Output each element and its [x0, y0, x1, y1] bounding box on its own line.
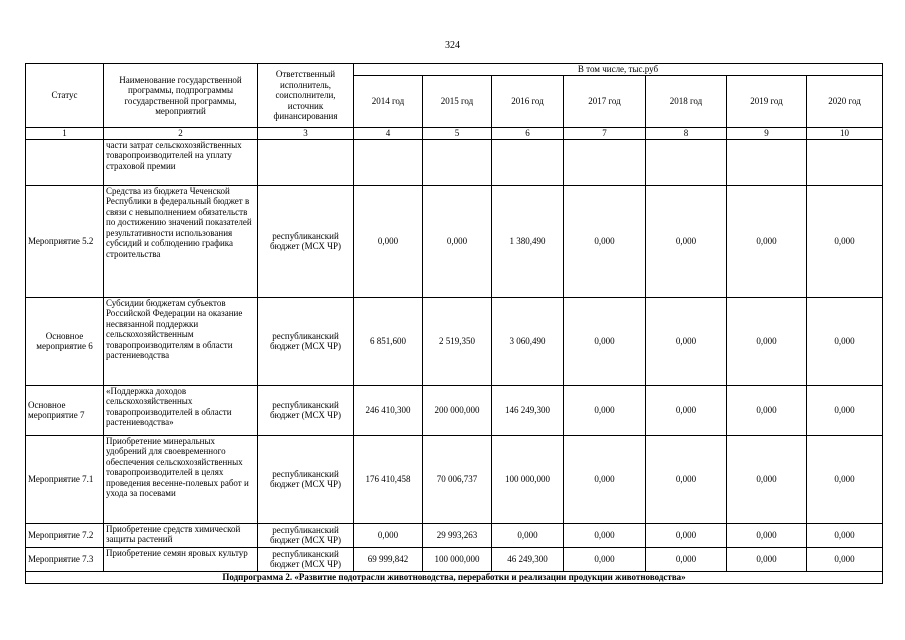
row-value: 0,000	[646, 297, 727, 385]
header-year: 2018 год	[646, 76, 727, 128]
header-year: 2017 год	[564, 76, 646, 128]
row-value: 46 249,300	[492, 547, 564, 571]
row-value: 0,000	[564, 385, 646, 435]
row-value: 0,000	[807, 385, 883, 435]
table-row	[26, 185, 883, 297]
row-value: 0,000	[564, 297, 646, 385]
table-row	[26, 297, 883, 385]
row-responsible	[258, 139, 354, 185]
header-year: 2014 год	[354, 76, 423, 128]
row-value	[727, 139, 807, 185]
row-name: Приобретение минеральных удобрений для своевременного обеспечения сельскохозяйственных товаропроизводителей в целях проведения весенне-полевых работ и ухода за посевами	[104, 435, 258, 523]
row-responsible: республиканский бюджет (МСХ ЧР)	[258, 385, 354, 435]
table-row	[26, 385, 883, 435]
table-row	[26, 139, 883, 185]
row-value: 0,000	[492, 523, 564, 547]
row-value: 0,000	[646, 435, 727, 523]
table-row	[26, 523, 883, 547]
row-value: 0,000	[354, 523, 423, 547]
row-value: 0,000	[423, 185, 492, 297]
row-value: 69 999,842	[354, 547, 423, 571]
row-name: Субсидии бюджетам субъектов Российской Федерации на оказание несвязанной поддержки сельскохозяйственным товаропроизводителям в области растениеводства	[104, 297, 258, 385]
row-name: Приобретение семян яровых культур	[104, 547, 258, 571]
header-group: В том числе, тыс.руб	[354, 64, 883, 76]
row-status: Основное мероприятие 6	[26, 297, 104, 385]
row-name: «Поддержка доходов сельскохозяйственных товаропроизводителей в области растениеводства»	[104, 385, 258, 435]
row-value: 246 410,300	[354, 385, 423, 435]
row-value: 100 000,000	[492, 435, 564, 523]
page-number: 324	[445, 40, 460, 51]
col-number: 1	[26, 128, 104, 140]
column-number-row	[26, 128, 883, 140]
row-value	[354, 139, 423, 185]
row-status: Мероприятие 7.3	[26, 547, 104, 571]
row-value: 200 000,000	[423, 385, 492, 435]
row-value: 0,000	[564, 185, 646, 297]
header-row-1	[26, 64, 883, 76]
header-year: 2020 год	[807, 76, 883, 128]
row-value: 0,000	[807, 547, 883, 571]
row-value: 29 993,263	[423, 523, 492, 547]
row-value: 100 000,000	[423, 547, 492, 571]
row-status: Основное мероприятие 7	[26, 385, 104, 435]
row-value: 0,000	[646, 523, 727, 547]
row-name: Приобретение средств химической защиты растений	[104, 523, 258, 547]
row-value: 0,000	[727, 385, 807, 435]
col-number: 6	[492, 128, 564, 140]
header-responsible: Ответственный исполнитель, соисполнители, источник финансирования	[258, 64, 354, 128]
row-value: 0,000	[727, 435, 807, 523]
header-year: 2016 год	[492, 76, 564, 128]
row-status: Мероприятие 7.2	[26, 523, 104, 547]
row-value	[492, 139, 564, 185]
row-value: 0,000	[564, 435, 646, 523]
table-body	[26, 64, 883, 584]
col-number: 5	[423, 128, 492, 140]
row-value	[564, 139, 646, 185]
row-name: части затрат сельскохозяйственных товаропроизводителей на уплату страховой премии	[104, 139, 258, 185]
row-value	[423, 139, 492, 185]
row-value: 0,000	[354, 185, 423, 297]
row-value: 0,000	[727, 523, 807, 547]
header-year: 2019 год	[727, 76, 807, 128]
row-value	[807, 139, 883, 185]
header-year: 2015 год	[423, 76, 492, 128]
row-value: 3 060,490	[492, 297, 564, 385]
row-value: 0,000	[646, 547, 727, 571]
row-responsible: республиканский бюджет (МСХ ЧР)	[258, 523, 354, 547]
row-value: 1 380,490	[492, 185, 564, 297]
row-value: 0,000	[564, 547, 646, 571]
table-row	[26, 547, 883, 571]
row-value: 0,000	[564, 523, 646, 547]
row-status	[26, 139, 104, 185]
row-value: 0,000	[807, 435, 883, 523]
subprogram-title: Подпрограмма 2. «Развитие подотрасли животноводства, переработки и реализации продукции животноводства»	[26, 571, 883, 583]
col-number: 8	[646, 128, 727, 140]
row-responsible: республиканский бюджет (МСХ ЧР)	[258, 547, 354, 571]
row-responsible: республиканский бюджет (МСХ ЧР)	[258, 297, 354, 385]
header-name: Наименование государственной программы, подпрограммы государственной программы, мероприятий	[104, 64, 258, 128]
row-value: 176 410,458	[354, 435, 423, 523]
row-value	[646, 139, 727, 185]
row-value: 2 519,350	[423, 297, 492, 385]
row-value: 70 006,737	[423, 435, 492, 523]
row-value: 0,000	[646, 185, 727, 297]
row-value: 6 851,600	[354, 297, 423, 385]
row-value: 0,000	[727, 297, 807, 385]
row-status: Мероприятие 7.1	[26, 435, 104, 523]
row-value: 0,000	[807, 523, 883, 547]
row-value: 0,000	[727, 547, 807, 571]
col-number: 2	[104, 128, 258, 140]
row-value: 0,000	[646, 385, 727, 435]
row-value: 0,000	[727, 185, 807, 297]
col-number: 10	[807, 128, 883, 140]
col-number: 7	[564, 128, 646, 140]
row-name: Средства из бюджета Чеченской Республики в федеральный бюджет в связи с невыполнением обязательств по достижению значений показателей результативности использования субсидий и соблюдению графика строительства	[104, 185, 258, 297]
col-number: 3	[258, 128, 354, 140]
row-responsible: республиканский бюджет (МСХ ЧР)	[258, 185, 354, 297]
row-value: 146 249,300	[492, 385, 564, 435]
row-responsible: республиканский бюджет (МСХ ЧР)	[258, 435, 354, 523]
header-status: Статус	[26, 64, 104, 128]
col-number: 4	[354, 128, 423, 140]
subprogram-row	[26, 571, 883, 583]
col-number: 9	[727, 128, 807, 140]
budget-table	[25, 63, 883, 584]
row-status: Мероприятие 5.2	[26, 185, 104, 297]
table-row	[26, 435, 883, 523]
row-value: 0,000	[807, 185, 883, 297]
row-value: 0,000	[807, 297, 883, 385]
